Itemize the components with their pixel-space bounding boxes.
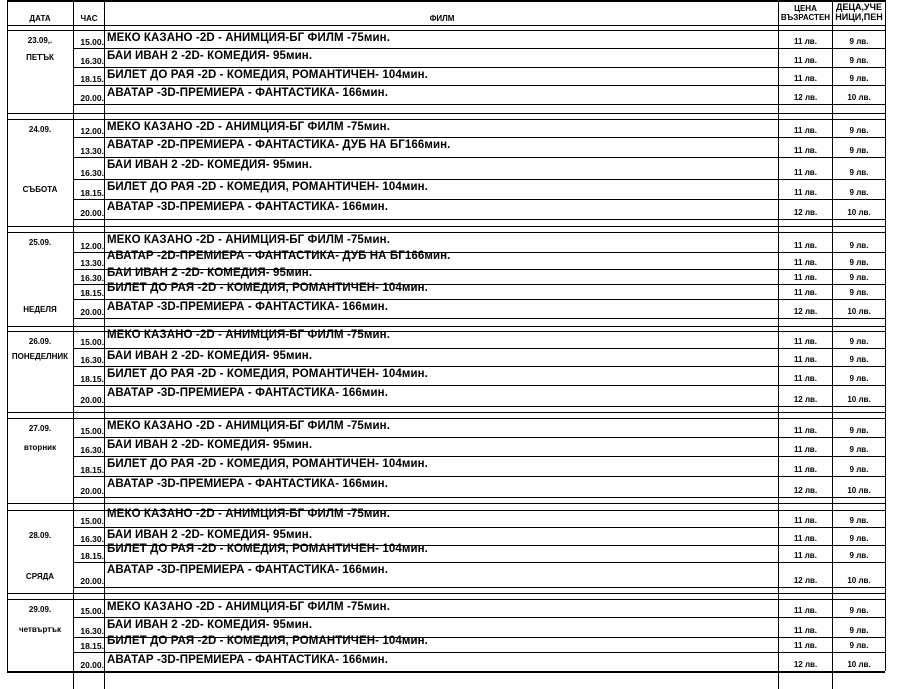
row-divider — [74, 318, 885, 319]
price-adult: 11 лв. — [794, 641, 817, 650]
day-name: СЪБОТА — [22, 185, 58, 194]
price-child: 9 лв. — [849, 337, 869, 346]
price-adult: 11 лв. — [794, 355, 817, 364]
row-divider — [74, 497, 885, 498]
show-time: 18.15. — [80, 465, 104, 475]
price-child: 9 лв. — [849, 146, 869, 155]
price-adult: 11 лв. — [794, 273, 817, 282]
row-divider — [74, 348, 885, 349]
price-adult: 12 лв. — [793, 486, 818, 495]
show-time: 15.00. — [80, 37, 104, 47]
price-adult: 11 лв. — [794, 241, 817, 250]
row-divider — [74, 617, 885, 618]
show-time: 20.00. — [80, 576, 104, 586]
film-title: БИЛЕТ ДО РАЯ -2D - КОМЕДИЯ, РОМАНТИЧЕН- 104мин. — [107, 458, 428, 470]
header-time: ЧАС — [80, 14, 98, 23]
price-child: 9 лв. — [849, 551, 869, 560]
show-time: 18.15. — [80, 74, 104, 84]
price-adult: 11 лв. — [794, 146, 817, 155]
film-title: АВАТАР -3D-ПРЕМИЕРА - ФАНТАСТИКА- 166мин. — [107, 564, 389, 576]
column-line — [7, 0, 8, 671]
price-adult: 12 лв. — [793, 208, 818, 217]
film-title: БАЙ ИВАН 2 -2D- КОМЕДИЯ- 95мин. — [107, 529, 313, 541]
film-title: АВАТАР -3D-ПРЕМИЕРА - ФАНТАСТИКА- 166мин. — [107, 478, 389, 490]
price-child: 10 лв. — [847, 208, 871, 217]
price-child: 9 лв. — [849, 534, 869, 543]
column-line — [73, 0, 74, 689]
show-time: 12.00. — [80, 126, 104, 136]
row-divider — [74, 476, 885, 477]
row-divider — [74, 199, 885, 200]
price-child: 9 лв. — [849, 606, 869, 615]
day-separator-top — [7, 25, 885, 26]
show-time: 12.00. — [80, 241, 104, 251]
header-price-child-line1: ДЕЦА,УЧЕ — [836, 2, 882, 12]
day-separator-bottom — [7, 30, 885, 31]
show-time: 13.30. — [80, 146, 104, 156]
day-name: НЕДЕЛЯ — [23, 305, 57, 314]
day-date: 26.09. — [28, 337, 52, 346]
film-title: МЕКО КАЗАНО -2D - АНИМЦИЯ-БГ ФИЛМ -75мин. — [107, 508, 390, 520]
film-title: МЕКО КАЗАНО -2D - АНИМЦИЯ-БГ ФИЛМ -75мин. — [107, 32, 390, 44]
day-separator-top — [7, 113, 885, 114]
price-adult: 11 лв. — [794, 626, 817, 635]
header-price-adult-line2: ВЪЗРАСТЕН — [780, 13, 831, 22]
film-title: МЕКО КАЗАНО -2D - АНИМЦИЯ-БГ ФИЛМ -75мин. — [107, 234, 390, 246]
price-adult: 11 лв. — [794, 337, 817, 346]
show-time: 15.00. — [80, 426, 104, 436]
film-title: МЕКО КАЗАНО -2D - АНИМЦИЯ-БГ ФИЛМ -75мин. — [107, 329, 390, 341]
show-time: 16.30. — [80, 168, 104, 178]
day-name: вторник — [23, 443, 57, 452]
column-line — [832, 0, 833, 689]
show-time: 16.30. — [80, 445, 104, 455]
film-title: БИЛЕТ ДО РАЯ -2D - КОМЕДИЯ, РОМАНТИЧЕН- 104мин. — [107, 69, 428, 81]
row-divider — [74, 652, 885, 653]
row-divider — [74, 85, 885, 86]
price-adult: 11 лв. — [794, 37, 817, 46]
film-title: БИЛЕТ ДО РАЯ -2D - КОМЕДИЯ, РОМАНТИЧЕН- 104мин. — [107, 635, 428, 647]
row-divider — [74, 456, 885, 457]
price-child: 9 лв. — [849, 288, 869, 297]
price-adult: 11 лв. — [794, 465, 817, 474]
film-title: АВАТАР -2D-ПРЕМИЕРА - ФАНТАСТИКА- ДУБ НА БГ166мин. — [107, 250, 451, 262]
day-date: 25.09. — [28, 238, 52, 247]
show-time: 15.00. — [80, 516, 104, 526]
price-child: 10 лв. — [847, 660, 871, 669]
day-name: ПЕТЪК — [26, 53, 54, 62]
price-adult: 11 лв. — [794, 126, 817, 135]
price-child: 9 лв. — [849, 168, 869, 177]
price-adult: 11 лв. — [794, 288, 817, 297]
day-date: 28.09. — [28, 531, 52, 540]
price-child: 9 лв. — [849, 74, 869, 83]
day-date: 24.09. — [28, 125, 52, 134]
day-name: четвъртък — [19, 625, 61, 634]
show-time: 13.30. — [80, 258, 104, 268]
price-child: 10 лв. — [847, 93, 871, 102]
day-separator-top — [7, 593, 885, 594]
price-adult: 11 лв. — [794, 516, 817, 525]
film-title: БАЙ ИВАН 2 -2D- КОМЕДИЯ- 95мин. — [107, 267, 313, 279]
film-title: АВАТАР -3D-ПРЕМИЕРА - ФАНТАСТИКА- 166мин. — [107, 654, 389, 666]
day-separator-bottom — [7, 599, 885, 600]
price-child: 10 лв. — [847, 576, 871, 585]
header-film: ФИЛМ — [429, 14, 455, 23]
show-time: 18.15. — [80, 641, 104, 651]
day-date: 29.09. — [28, 605, 52, 614]
show-time: 18.15. — [80, 551, 104, 561]
price-child: 9 лв. — [849, 426, 869, 435]
price-child: 9 лв. — [849, 641, 869, 650]
show-time: 16.30. — [80, 534, 104, 544]
film-title: АВАТАР -3D-ПРЕМИЕРА - ФАНТАСТИКА- 166мин. — [107, 387, 389, 399]
film-title: БАЙ ИВАН 2 -2D- КОМЕДИЯ- 95мин. — [107, 350, 313, 362]
column-line — [885, 0, 886, 671]
day-separator-top — [7, 326, 885, 327]
row-divider — [74, 67, 885, 68]
row-divider — [74, 527, 885, 528]
price-child: 9 лв. — [849, 445, 869, 454]
row-divider — [74, 406, 885, 407]
show-time: 16.30. — [80, 626, 104, 636]
day-date: 23.09,. — [27, 36, 53, 45]
price-adult: 12 лв. — [793, 307, 818, 316]
price-child: 9 лв. — [849, 626, 869, 635]
day-separator-bottom — [7, 232, 885, 233]
price-adult: 11 лв. — [794, 374, 817, 383]
row-divider — [74, 157, 885, 158]
price-adult: 11 лв. — [794, 188, 817, 197]
row-divider — [74, 385, 885, 386]
film-title: АВАТАР -3D-ПРЕМИЕРА - ФАНТАСТИКА- 166мин. — [107, 301, 389, 313]
price-child: 9 лв. — [849, 126, 869, 135]
column-line — [104, 0, 105, 689]
price-adult: 11 лв. — [794, 534, 817, 543]
film-title: БАЙ ИВАН 2 -2D- КОМЕДИЯ- 95мин. — [107, 439, 313, 451]
film-title: БАЙ ИВАН 2 -2D- КОМЕДИЯ- 95мин. — [107, 50, 313, 62]
header-price-adult-line1: ЦЕНА — [794, 4, 817, 13]
show-time: 16.30. — [80, 355, 104, 365]
price-adult: 11 лв. — [794, 606, 817, 615]
price-adult: 11 лв. — [794, 551, 817, 560]
show-time: 20.00. — [80, 660, 104, 670]
column-line — [778, 0, 779, 689]
film-title: АВАТАР -3D-ПРЕМИЕРА - ФАНТАСТИКА- 166мин. — [107, 87, 389, 99]
price-child: 9 лв. — [849, 258, 869, 267]
price-adult: 12 лв. — [793, 93, 818, 102]
price-adult: 12 лв. — [793, 576, 818, 585]
row-divider — [74, 179, 885, 180]
price-child: 10 лв. — [847, 307, 871, 316]
row-divider — [74, 137, 885, 138]
price-child: 10 лв. — [847, 395, 871, 404]
film-title: БИЛЕТ ДО РАЯ -2D - КОМЕДИЯ, РОМАНТИЧЕН- 104мин. — [107, 368, 428, 380]
row-divider — [74, 587, 885, 588]
price-adult: 11 лв. — [794, 168, 817, 177]
film-title: МЕКО КАЗАНО -2D - АНИМЦИЯ-БГ ФИЛМ -75мин. — [107, 601, 390, 613]
header-price-child-line2: НИЦИ,ПЕН — [835, 12, 883, 22]
price-child: 9 лв. — [849, 188, 869, 197]
price-adult: 11 лв. — [794, 258, 817, 267]
table-bottom-border — [7, 671, 885, 673]
show-time: 20.00. — [80, 93, 104, 103]
row-divider — [74, 299, 885, 300]
row-divider — [74, 366, 885, 367]
header-date: ДАТА — [29, 14, 51, 23]
film-title: МЕКО КАЗАНО -2D - АНИМЦИЯ-БГ ФИЛМ -75мин. — [107, 121, 390, 133]
price-child: 9 лв. — [849, 37, 869, 46]
film-title: БИЛЕТ ДО РАЯ -2D - КОМЕДИЯ, РОМАНТИЧЕН- 104мин. — [107, 543, 428, 555]
film-title: АВАТАР -3D-ПРЕМИЕРА - ФАНТАСТИКА- 166мин. — [107, 201, 389, 213]
day-separator-bottom — [7, 418, 885, 419]
show-time: 20.00. — [80, 307, 104, 317]
price-child: 9 лв. — [849, 241, 869, 250]
show-time: 15.00. — [80, 337, 104, 347]
price-child: 9 лв. — [849, 56, 869, 65]
row-divider — [74, 437, 885, 438]
table-top-border — [7, 0, 885, 2]
film-title: МЕКО КАЗАНО -2D - АНИМЦИЯ-БГ ФИЛМ -75мин. — [107, 420, 390, 432]
show-time: 15.00. — [80, 606, 104, 616]
film-title: БИЛЕТ ДО РАЯ -2D - КОМЕДИЯ, РОМАНТИЧЕН- 104мин. — [107, 181, 428, 193]
day-name: СРЯДА — [25, 572, 55, 581]
price-child: 9 лв. — [849, 465, 869, 474]
day-separator-top — [7, 503, 885, 504]
row-divider — [74, 104, 885, 105]
price-child: 10 лв. — [847, 486, 871, 495]
price-adult: 11 лв. — [794, 56, 817, 65]
day-separator-top — [7, 226, 885, 227]
price-adult: 11 лв. — [794, 426, 817, 435]
row-divider — [74, 48, 885, 49]
film-title: АВАТАР -2D-ПРЕМИЕРА - ФАНТАСТИКА- ДУБ НА БГ166мин. — [107, 139, 451, 151]
show-time: 20.00. — [80, 395, 104, 405]
show-time: 16.30. — [80, 273, 104, 283]
price-adult: 12 лв. — [793, 660, 818, 669]
show-time: 20.00. — [80, 486, 104, 496]
price-child: 9 лв. — [849, 374, 869, 383]
film-title: БАЙ ИВАН 2 -2D- КОМЕДИЯ- 95мин. — [107, 159, 313, 171]
show-time: 18.15. — [80, 188, 104, 198]
price-child: 9 лв. — [849, 355, 869, 364]
price-child: 9 лв. — [849, 273, 869, 282]
row-divider — [74, 219, 885, 220]
day-separator-top — [7, 412, 885, 413]
price-adult: 11 лв. — [794, 74, 817, 83]
row-divider — [74, 562, 885, 563]
show-time: 20.00. — [80, 208, 104, 218]
show-time: 16.30. — [80, 56, 104, 66]
show-time: 18.15. — [80, 374, 104, 384]
film-title: БИЛЕТ ДО РАЯ -2D - КОМЕДИЯ, РОМАНТИЧЕН- 104мин. — [107, 282, 428, 294]
day-name: ПОНЕДЕЛНИК — [11, 352, 69, 361]
day-separator-bottom — [7, 119, 885, 120]
film-title: БАЙ ИВАН 2 -2D- КОМЕДИЯ- 95мин. — [107, 619, 313, 631]
price-adult: 12 лв. — [793, 395, 818, 404]
price-adult: 11 лв. — [794, 445, 817, 454]
price-child: 9 лв. — [849, 516, 869, 525]
day-date: 27.09. — [28, 424, 52, 433]
show-time: 18.15. — [80, 288, 104, 298]
